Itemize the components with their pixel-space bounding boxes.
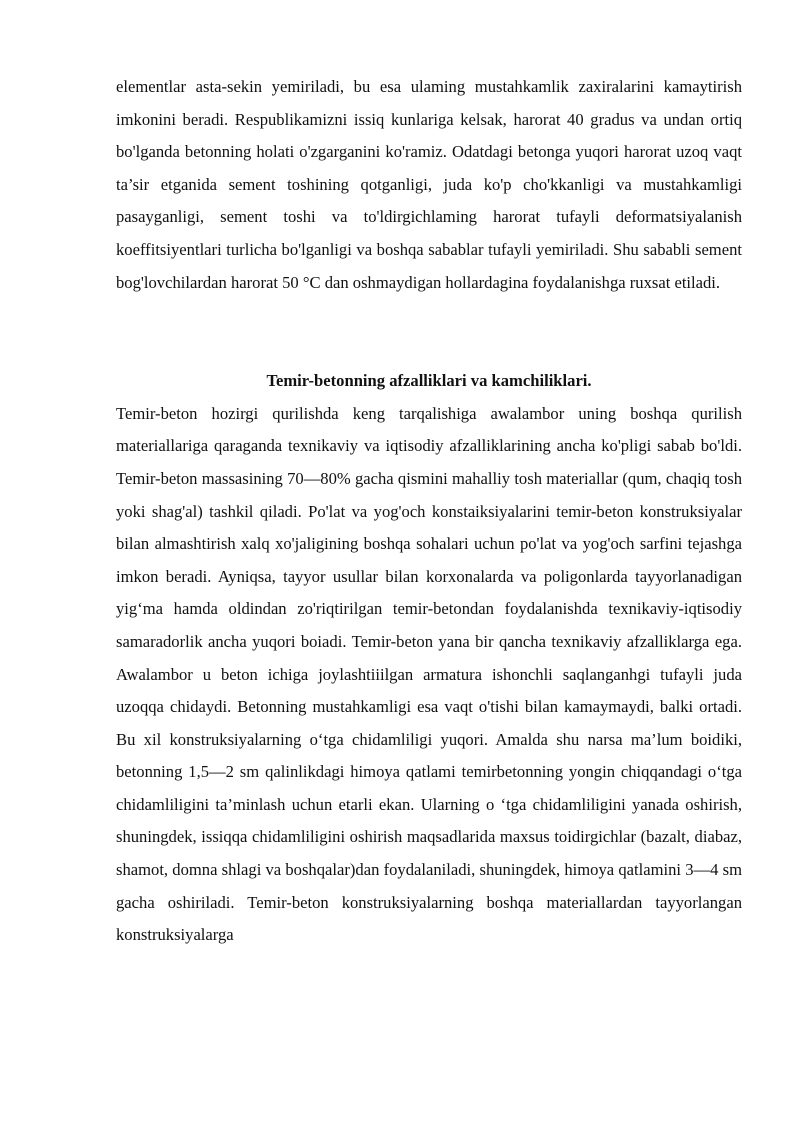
- paragraph-1: elementlar asta-sekin yemiriladi, bu esa ulaming mustahkamlik zaxiralarini kamaytirish imkonini beradi. Respublikamizni issiq kunlariga kelsak, harorat 40 gradus va undan ortiq bo'lganda betonning holati o'zgarganini ko'ramiz. Odatdagi betonga yuqori harorat uzoq vaqt ta’sir etganida sement toshining qotganligi, juda ko'p cho'kkanligi va mustahkamligi pasayganligi, sement toshi va to'ldirgichlaming harorat tufayli deformatsiyalanish koeffitsiyentlari turlicha bo'lganligi va boshqa sabablar tufayli yemiriladi. Shu sababli sement bog'lovchilardan harorat 50 °C dan oshmaydigan hollardagina foydalanishga ruxsat etiladi.: [116, 77, 742, 292]
- page-content: [116, 71, 742, 952]
- paragraph-2: Temir-beton hozirgi qurilishda keng tarqalishiga awalambor uning boshqa qurilish materiallariga qaraganda texnikaviy va iqtisodiy afzalliklarining ancha ko'pligi sabab bo'ldi. Temir-beton massasining 70—80% gacha qismini mahalliy tosh materiallar (qum, chaqiq tosh yoki shag'al) tashkil qiladi. Po'lat va yog'och konstaiksiyalarini temir-beton konstruksiyalar bilan almashtirish xalq xo'jaligining boshqa sohalari uchun po'lat va yog'och sarfini tejashga imkon beradi. Ayniqsa, tayyor usullar bilan korxonalarda va poligonlarda tayyorlanadigan yig‘ma hamda oldindan zo'riqtirilgan temir-betondan foydalanishda texnikaviy-iqtisodiy samaradorlik ancha yuqori boiadi. Temir-beton yana bir qancha texnikaviy afzalliklarga ega. Awalambor u beton ichiga joylashtiiilgan armatura ishonchli saqlanganhgi tufayli juda uzoqqa chidaydi. Betonning mustahkamligi esa vaqt o'tishi bilan kamaymaydi, balki ortadi. Bu xil konstruksiyalarning o‘tga chidamliligi yuqori. Amalda shu narsa ma’lum boidiki, betonning 1,5—2 sm qalinlikdagi himoya qatlami temirbetonning yongin chiqqandagi o‘tga chidamliligini ta’minlash uchun etarli ekan. Ularning o ‘tga chidamliligini yanada oshirish, shuningdek, issiqqa chidamliligini oshirish maqsadlarida maxsus toidirgichlar (bazalt, diabaz, shamot, domna shlagi va boshqalar)dan foydalaniladi, shuningdek, himoya qatlamini 3—4 sm gacha oshiriladi. Temir-beton konstruksiyalarning boshqa materiallardan tayyorlangan konstruksiyalarga: [116, 403, 742, 945]
- section-heading: Temir-betonning afzalliklari va kamchiliklari.: [266, 371, 592, 391]
- section-spacer: [116, 299, 742, 365]
